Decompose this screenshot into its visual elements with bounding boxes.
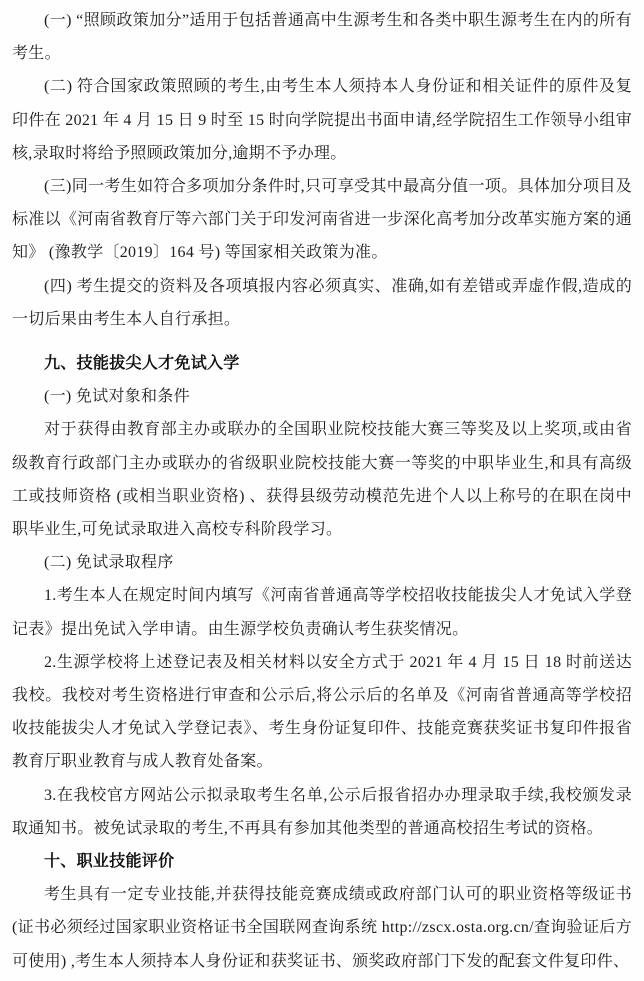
paragraph-policy-bonus-2: (二) 符合国家政策照顾的考生,由考生本人须持本人身份证和相关证件的原件及复印件在 2021 年 4 月 15 日 9 时至 15 时向学院提出书面申请,经学院招生工作领导小组审核,录取时将给予照顾政策加分,逾期不予办理。 (12, 78, 632, 162)
paragraph-exemption-step-3: 3.在我校官方网站公示拟录取考生名单,公示后报省招办办理录取手续,我校颁发录取通知书。被免试录取的考生,不再具有参加其他类型的普通高校招生考试的资格。 (12, 786, 632, 837)
paragraph-exemption-step-2: 2.生源学校将上述登记表及相关材料以安全方式于 2021 年 4 月 15 日 18 时前送达我校。我校对考生资格进行审查和公示后,将公示后的名单及《河南省普通高等学校招收技能拔尖人才免试入学登记表》、考生身份证复印件、技能竞赛获奖证书复印件报省教育厅职业教育与成人教育处备案。 (12, 653, 632, 771)
section-heading-9: 九、技能拔尖人才免试入学 (44, 355, 240, 373)
paragraph-policy-bonus-4: (四) 考生提交的资料及各项填报内容必须真实、准确,如有差错或弄虚作假,造成的一切后果由考生本人自行承担。 (12, 277, 632, 328)
section-heading-10: 十、职业技能评价 (44, 853, 175, 871)
paragraph-policy-bonus-1: (一) “照顾政策加分”适用于包括普通高中生源考生和各类中职生源考生在内的所有考生。 (12, 12, 632, 63)
paragraph-exemption-step-1: 1.考生本人在规定时间内填写《河南省普通高等学校招收技能拔尖人才免试入学登记表》提出免试入学申请。由生源学校负责确认考生获奖情况。 (12, 587, 632, 638)
paragraph-exemption-targets-body: 对于获得由教育部主办或联办的全国职业院校技能大赛三等奖及以上奖项,或由省级教育行政部门主办或联办的省级职业院校技能大赛一等奖的中职毕业生,和具有高级工或技师资格 (或相当职业资格) 、获得县级劳动模范先进个人以上称号的在职在岗中职毕业生,可免试录取进入高校专科阶段学习。 (12, 421, 632, 539)
paragraph-skill-evaluation-body: 考生具有一定专业技能,并获得技能竞赛成绩或政府部门认可的职业资格等级证书 (证书必须经过国家职业资格证书全国联网查询系统 http://zscx.osta.org.cn/查询验证后方可使用) ,考生本人须持本人身份证和获奖证书、颁奖政府部门下发的配套文件复印件、 (12, 886, 632, 970)
paragraph-policy-bonus-3: (三)同一考生如符合多项加分条件时,只可享受其中最高分值一项。具体加分项目及标准以《河南省教育厅等六部门关于印发河南省进一步深化高考加分改革实施方案的通知》 (豫教学〔2019〕164 号) 等国家相关政策为准。 (12, 178, 632, 262)
paragraph-exemption-procedure-title: (二) 免试录取程序 (44, 554, 174, 572)
paragraph-exemption-targets-title: (一) 免试对象和条件 (44, 388, 190, 406)
